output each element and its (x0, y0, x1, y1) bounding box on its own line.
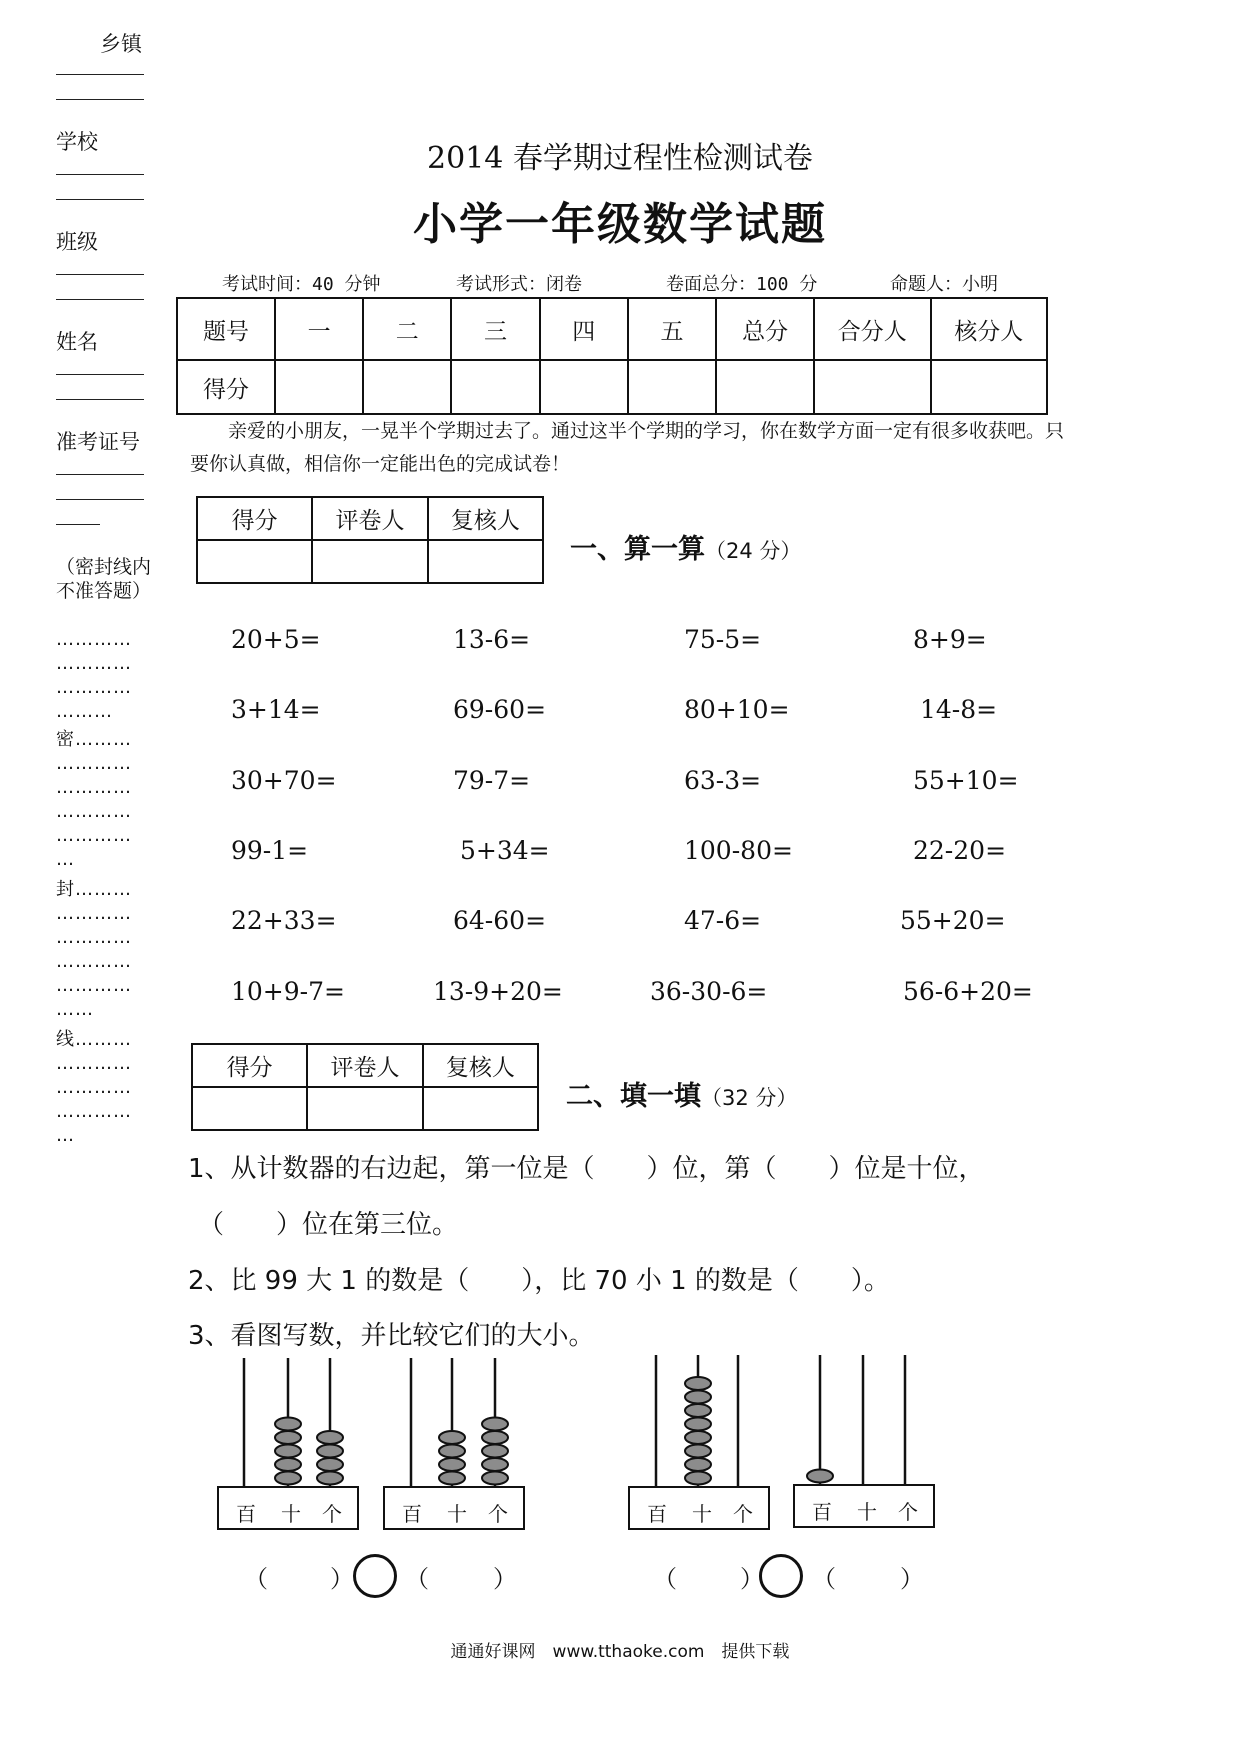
abacus-bead (317, 1445, 343, 1458)
calc-problem: 55+20= (900, 906, 1006, 935)
intro-text: 亲爱的小朋友，一晃半个学期过去了。通过这半个学期的学习，你在数学方面一定有很多收获吧。只要你认真做，相信你一定能出色的完成试卷！ (190, 420, 1065, 475)
score-header-cell: 核分人 (931, 298, 1047, 360)
calc-problem: 80+10= (684, 695, 790, 724)
abacus-bead (275, 1431, 301, 1444)
answer-paren-close[interactable]: ） (740, 1565, 764, 1593)
abacus-bead (685, 1431, 711, 1444)
section1-title-text: 一、算一算 (570, 534, 705, 565)
setter: 命题人：小明 (890, 274, 998, 295)
tens-label: 十 (281, 1502, 301, 1526)
abacus-bead (439, 1445, 465, 1458)
answer-paren-open[interactable]: （ (244, 1565, 268, 1593)
hundreds-label: 百 (236, 1502, 256, 1526)
ones-label: 个 (898, 1500, 918, 1524)
tens-label: 十 (447, 1502, 467, 1526)
seal-char-xian: 线 (56, 1029, 75, 1050)
hundreds-label: 百 (812, 1500, 832, 1524)
school-label: 学校 (56, 130, 98, 154)
seal-dots-3: 封……… ………… ………… ………… ………… …… (56, 879, 132, 1020)
calc-problem: 14-8= (920, 695, 998, 724)
calc-problem: 63-3= (684, 766, 762, 795)
score-header-cell: 总分 (716, 298, 814, 360)
calc-problem: 3+14= (231, 695, 321, 724)
score-header-cell: 合分人 (814, 298, 930, 360)
score-header-cell: 四 (540, 298, 628, 360)
abacus-bead (275, 1418, 301, 1431)
answer-paren-open[interactable]: （ (653, 1565, 677, 1593)
grader-header-cell: 评卷人 (307, 1044, 422, 1087)
answer-paren-close[interactable]: ） (900, 1565, 924, 1593)
ones-label: 个 (322, 1502, 342, 1526)
seal-char-feng: 封 (56, 879, 75, 900)
calc-problem: 75-5= (684, 625, 762, 654)
score-header-cell: 五 (628, 298, 716, 360)
calc-problem: 30+70= (231, 766, 337, 795)
tens-label: 十 (857, 1500, 877, 1524)
abacus-base-1 (217, 1486, 359, 1530)
total-score: 卷面总分：100 分 (666, 274, 818, 295)
ones-label: 个 (488, 1502, 508, 1526)
abacus-bead (317, 1458, 343, 1471)
calc-problem: 64-60= (453, 906, 547, 935)
answer-paren-close[interactable]: ） (330, 1565, 354, 1593)
calc-problem: 99-1= (231, 836, 309, 865)
seal-dots-4: 线……… ………… ………… ………… … (56, 1029, 132, 1146)
calc-problem: 55+10= (913, 766, 1019, 795)
compare-circle-1[interactable] (353, 1554, 397, 1598)
calc-problem: 5+34= (460, 836, 550, 865)
tens-label: 十 (692, 1502, 712, 1526)
name-label: 姓名 (56, 330, 98, 354)
score-header-cell: 二 (363, 298, 451, 360)
calc-problem: 8+9= (913, 625, 987, 654)
abacus-bead (482, 1472, 508, 1485)
score-header-cell: 题号 (177, 298, 275, 360)
class-label: 班级 (56, 230, 98, 254)
abacus-bead (685, 1377, 711, 1390)
abacus-base-3 (628, 1486, 770, 1530)
calc-problem: 79-7= (453, 766, 531, 795)
seal-dots-2: 密……… ………… ………… ………… ………… … (56, 729, 132, 870)
section2-points: （32 分） (701, 1086, 798, 1110)
calc-problem: 47-6= (684, 906, 762, 935)
main-title: 小学一年级数学试题 (413, 199, 827, 250)
grader-header-cell: 得分 (197, 497, 312, 540)
grader-header-cell: 评卷人 (312, 497, 427, 540)
score-row-label: 得分 (177, 360, 275, 414)
calc-problem: 13-6= (453, 625, 531, 654)
abacus-bead (685, 1458, 711, 1471)
abacus-base-4 (793, 1484, 935, 1528)
exam-title: 2014 春学期过程性检测试卷 (427, 141, 813, 176)
abacus-bead (317, 1472, 343, 1485)
abacus-bead (685, 1445, 711, 1458)
calc-problem: 36-30-6= (650, 977, 768, 1006)
calc-problem: 69-60= (453, 695, 547, 724)
footer-credit: 通通好课网 www.tthaoke.com 提供下载 (450, 1642, 790, 1662)
question-3: 3、看图写数，并比较它们的大小。 (188, 1321, 595, 1351)
question-1-line-2: （ ）位在第三位。 (198, 1210, 459, 1240)
hundreds-label: 百 (647, 1502, 667, 1526)
seal-note: （密封线内不准答题） (56, 556, 152, 602)
abacus-bead (807, 1470, 833, 1483)
township-label: 乡镇 (100, 32, 142, 56)
grader-header-cell: 得分 (192, 1044, 307, 1087)
abacus-bead (439, 1472, 465, 1485)
score-header-cell: 三 (451, 298, 539, 360)
abacus-bead (685, 1418, 711, 1431)
abacus-bead (317, 1431, 343, 1444)
abacus-bead (482, 1458, 508, 1471)
grader-header-cell: 复核人 (428, 497, 543, 540)
abacus-bead (439, 1458, 465, 1471)
section1-points: （24 分） (705, 539, 802, 563)
calc-problem: 22-20= (913, 836, 1007, 865)
abacus-bead (685, 1404, 711, 1417)
abacus-bead (275, 1445, 301, 1458)
abacus-bead (482, 1445, 508, 1458)
calc-problem: 20+5= (231, 625, 321, 654)
answer-paren-open[interactable]: （ (405, 1565, 429, 1593)
abacus-bead (685, 1391, 711, 1404)
exam-number-label: 准考证号 (56, 430, 140, 454)
grader-header-cell: 复核人 (423, 1044, 538, 1087)
calc-problem: 100-80= (684, 836, 793, 865)
abacus-bead (275, 1472, 301, 1485)
answer-paren-open[interactable]: （ (812, 1565, 836, 1593)
exam-time: 考试时间：40 分钟 (222, 274, 381, 295)
ones-label: 个 (733, 1502, 753, 1526)
calc-problem: 22+33= (231, 906, 337, 935)
abacus-bead (482, 1418, 508, 1431)
abacus-bead (439, 1431, 465, 1444)
seal-char-mi: 密 (56, 729, 75, 750)
compare-circle-2[interactable] (759, 1554, 803, 1598)
answer-paren-close[interactable]: ） (493, 1565, 517, 1593)
question-1-line-1: 1、从计数器的右边起，第一位是（ ）位，第（ ）位是十位， (188, 1154, 985, 1184)
exam-format: 考试形式：闭卷 (456, 274, 582, 295)
calc-problem: 13-9+20= (433, 977, 563, 1006)
section2-title-text: 二、填一填 (566, 1081, 701, 1112)
score-header-cell: 一 (275, 298, 363, 360)
hundreds-label: 百 (402, 1502, 422, 1526)
calc-problem: 56-6+20= (903, 977, 1033, 1006)
abacus-bead (482, 1431, 508, 1444)
seal-dots-1: ………… ………… ………… ……… (56, 629, 132, 722)
abacus-bead (275, 1458, 301, 1471)
question-2: 2、比 99 大 1 的数是（ ），比 70 小 1 的数是（ ）。 (188, 1266, 890, 1296)
abacus-bead (685, 1472, 711, 1485)
calc-problem: 10+9-7= (231, 977, 345, 1006)
abacus-base-2 (383, 1486, 525, 1530)
